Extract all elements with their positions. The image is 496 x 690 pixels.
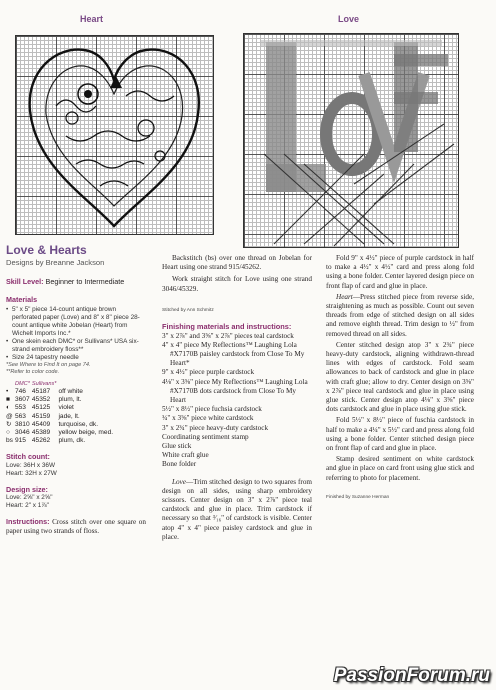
list-item: ¾" x 3⅝" piece white cardstock bbox=[162, 414, 254, 423]
skill-level bbox=[6, 277, 146, 286]
list-item: 3" x 2⅞" and 3⅝" x 2⅞" pieces teal cardstock bbox=[162, 331, 294, 340]
love-finishing-paragraph bbox=[162, 478, 312, 542]
instructions-text: Cross stitch over one square on paper using two strands of floss. bbox=[6, 517, 146, 536]
list-item: 3" x 2¾" piece heavy-duty cardstock bbox=[162, 423, 269, 432]
straight-stitch-paragraph: Work straight stitch for Love using one strand 3046/45329. bbox=[162, 275, 312, 293]
article-byline: Designs by Breanne Jackson bbox=[6, 258, 105, 268]
design-size-love: Love: 2⅝" x 2⅝" bbox=[6, 493, 53, 501]
note-where-to-find: *See Where to Find It on page 74. bbox=[6, 361, 91, 368]
note-color-code: **Refer to color code. bbox=[6, 368, 60, 375]
heart-text: —Press stitched piece from reverse side, straightening as much as possible. Count out seven threads from edge of stitched design on all sides and remove eighth thread. Trim design to ½" from removed thread on all sides. bbox=[326, 292, 474, 338]
skill-value: Beginner to Intermediate bbox=[43, 277, 125, 287]
list-item: 5½" x 8½" piece fuchsia cardstock bbox=[162, 405, 262, 414]
design-size-heart: Heart: 2" x 1⅞" bbox=[6, 501, 49, 509]
stamp-paragraph: Stamp desired sentiment on white cardstock and glue in place on card front using glue stick and referring to photo for placement. bbox=[326, 455, 474, 482]
love-lead: Love bbox=[172, 477, 186, 486]
love-chart-grid bbox=[243, 33, 459, 248]
column-2 bbox=[162, 254, 312, 542]
color-key-table bbox=[6, 380, 115, 446]
heavy-duty-paragraph: Center stitched design atop 3" x 2¾" piece heavy-duty cardstock, aligning withdrawn-thread lines with edges of cardstock. Fold seam allowances to back of cardstock and glue in place with craft glue; allow to dry. Center design on 3⅝" x 2⅞" piece teal cardstock and glue in place using glue stick. Center design atop 4⅛" x 3⅝" piece dots cardstock and glue in place using glue stick. bbox=[326, 340, 474, 414]
heart-chart-title: Heart bbox=[80, 14, 104, 24]
heart-finishing-paragraph bbox=[326, 293, 474, 339]
list-item: 4⅛" x 3⅝" piece My Reflections™ Laughing Lola #X7170B dots cardstock from Close To My Heart bbox=[162, 377, 308, 405]
watermark: PassionForum.ru bbox=[333, 665, 490, 686]
stitch-count-label: Stitch count: bbox=[6, 452, 50, 462]
table-row: ◐ 553 45125 violet bbox=[6, 404, 74, 412]
key-header-dmc: DMC* bbox=[14, 380, 30, 387]
column-3 bbox=[326, 254, 474, 502]
instructions bbox=[6, 517, 146, 536]
list-item: Glue stick bbox=[162, 442, 192, 451]
list-item: 4" x 4" piece My Reflections™ Laughing Lola #X7170B paisley cardstock from Close To My Heart* bbox=[162, 340, 305, 368]
instructions-label: Instructions: bbox=[6, 516, 50, 526]
love-text: —Trim stitched design to two squares from design on all sides, using sharp embroidery scissors. Center design on 3" x 2⅞" piece teal cardstock and glue in place. Trim cardstock if necessary so that ³⁄₁₆" of cardstock is visible. Center atop 4" x 4" piece paisley cardstock and glue in place. bbox=[162, 477, 312, 541]
heart-chart-grid bbox=[15, 35, 214, 235]
key-header-sullivans: Sullivans* bbox=[31, 380, 57, 387]
heart-motif bbox=[16, 36, 213, 234]
design-size-label: Design size: bbox=[6, 484, 48, 494]
list-item: Coordinating sentiment stamp bbox=[162, 432, 249, 441]
list-item: • One skein each DMC* or Sullivans* USA six-strand embroidery floss** bbox=[6, 338, 146, 354]
table-row: ○ 3046 45389 yellow beige, med. bbox=[6, 429, 114, 437]
backstitch-paragraph: Backstitch (bs) over one thread on Jobelan for Heart using one strand 915/45262. bbox=[162, 254, 312, 272]
credit-stitched: Stitched by Ann Schmitz bbox=[162, 307, 214, 313]
fuchsia-card-paragraph: Fold 5½" x 8½" piece of fuschia cardstock in half to make a 4¼" x 5½" card and press along fold using a bone folder. Center stitched design piece on front flap of card and glue in place. bbox=[326, 416, 474, 453]
love-chart-title: Love bbox=[338, 14, 360, 24]
article-title: Love & Hearts bbox=[6, 243, 87, 257]
table-row: ■ 3607 45352 plum, lt. bbox=[6, 396, 82, 404]
heart-lead: Heart bbox=[336, 292, 353, 301]
list-item: 9" x 4½" piece purple cardstock bbox=[162, 368, 255, 377]
table-row: bs 915 45262 plum, dk. bbox=[6, 437, 86, 445]
table-row: @ 563 45159 jade, lt. bbox=[6, 412, 80, 420]
table-row: • 746 45187 off white bbox=[6, 388, 83, 396]
materials-list bbox=[6, 306, 146, 362]
materials-label: Materials bbox=[6, 294, 38, 304]
stitch-count-love: Love: 36H x 36W bbox=[6, 461, 56, 469]
list-item: Bone folder bbox=[162, 460, 197, 469]
skill-label: Skill Level: bbox=[6, 277, 44, 287]
finishing-label: Finishing materials and instructions: bbox=[162, 322, 292, 332]
column-1 bbox=[6, 243, 146, 536]
table-row: ↻ 3810 45409 turquoise, dk. bbox=[6, 420, 99, 428]
credit-finished: Finished by Suzanne Herman bbox=[326, 494, 390, 500]
love-motif bbox=[244, 34, 458, 247]
finishing-list bbox=[162, 332, 312, 470]
list-item: White craft glue bbox=[162, 451, 209, 460]
list-item: • 5" x 5" piece 14-count antique brown perforated paper (Love) and 8" x 8" piece 28-count antique white Jobelan (Heart) from Wichelt Imports Inc.* bbox=[6, 306, 146, 338]
stitch-count-heart: Heart: 32H x 27W bbox=[6, 469, 57, 477]
list-item: • Size 24 tapestry needle bbox=[6, 354, 146, 362]
purple-card-paragraph: Fold 9" x 4½" piece of purple cardstock in half to make a 4½" x 4½" card and press along fold using a bone folder. Center layered design piece on front flap of card and glue in place. bbox=[326, 254, 474, 290]
